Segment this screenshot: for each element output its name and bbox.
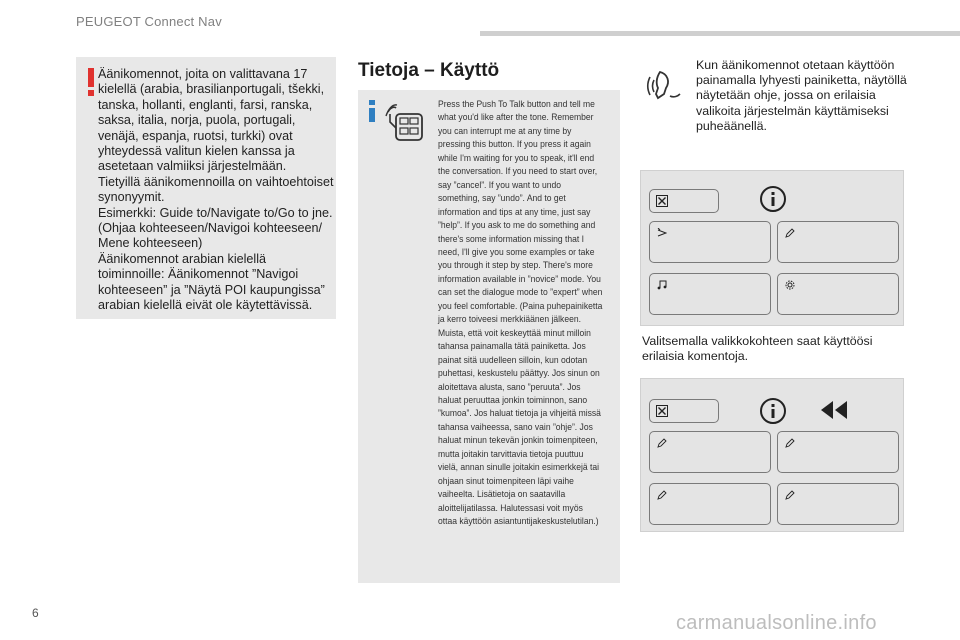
info-text: Press the Push To Talk button and tell me what you'd like after the tone. Remember you can interrupt me at any time by pressing this button. If you press it again while I'm waiting for you to speak, it'll end the conversation. If you need to start over, say ”cancel”. If you want to undo something, say ”undo”. And to get information and tips at any time, just say ”help”. If you ask to me do something and there's some information missing that I need, I'll give you some examples or take you through it step by step. There's more information available in ”novice” mode. You can set the dialogue mode to ”expert” when you feel comfortable. (Paina puhepainiketta ja kerro toiveesi merkkiäänen jälkeen. Muista, että voit keskeyttää minut milloin tahansa painamalla tätä painiketta. Jos painat sitä uudelleen silloin, kun odotan puhettasi, keskustelu päättyy. Jos sinun on aloitettava alusta, sano ”peruuta”. Jos haluat peruuttaa jonkin toiminnon, sano ”kumoa”. Jos haluat tietoja ja vihjeitä missä tahansa vaiheessa, sano vain ”ohje”. Jos haluat minun tekevän jonkin toimenpiteen, mutta joitakin tarvittavia tietoja puuttuu vielä, annan sinulle joitakin esimerkkejä tai ohjaan sinut toimenpiteen läpi vaihe vaiheelta. Lisätietoja on saatavilla aloittelijatilassa. Halutessasi voit myös ottaa käyttöön asiantuntijakeskustelutilan.) [438, 99, 603, 527]
header-bar [480, 31, 960, 36]
media-menu-button[interactable] [649, 273, 771, 315]
rewind-back-icon[interactable] [819, 399, 849, 421]
section-title: Tietoja – Käyttö [358, 60, 500, 81]
info-icon [367, 100, 377, 122]
menu-select-text: Valitsemalla valikkokohteen saat käyttöösi erilaisia komentoja. [642, 334, 873, 364]
gear-icon [785, 280, 795, 290]
info-circle-icon[interactable] [759, 185, 787, 213]
command-option-button-2[interactable] [777, 431, 899, 473]
info-circle-icon[interactable] [759, 397, 787, 425]
close-x-icon [656, 195, 668, 207]
command-option-button-4[interactable] [777, 483, 899, 525]
page-number: 6 [32, 606, 39, 620]
navigation-arrow-icon [657, 228, 667, 238]
pencil-icon [785, 438, 795, 448]
navigation-menu-button[interactable] [649, 221, 771, 263]
steering-button-talk-icon [384, 102, 424, 142]
voice-help-screen-submenu [640, 378, 904, 532]
pencil-icon [657, 438, 667, 448]
voice-speaking-icon [646, 66, 686, 104]
phone-menu-button[interactable] [777, 221, 899, 263]
voice-help-screen-main [640, 170, 904, 326]
pencil-icon [657, 490, 667, 500]
watermark: carmanualsonline.info [676, 612, 877, 634]
exclamation-icon [87, 68, 95, 96]
pencil-icon [785, 490, 795, 500]
close-button[interactable] [649, 399, 719, 423]
warning-box [76, 57, 336, 319]
header-title: PEUGEOT Connect Nav [76, 14, 222, 29]
command-option-button-3[interactable] [649, 483, 771, 525]
command-option-button-1[interactable] [649, 431, 771, 473]
warning-text: Äänikomennot, joita on valittavana 17 kielellä (arabia, brasilianportugali, tšekki, tanska, hollanti, englanti, farsi, ranska, saksa, italia, norja, puola, portugali, venäjä, espanja, ruotsi, turkki) ovat yhteydessä valitun kielen kanssa ja asetetaan valmiiksi järjestelmään. Tietyillä äänikomennoilla on vaihtoehtoiset synonyymit. Esimerkki: Guide to/Navigate to/Go to jne. (Ohjaa kohteeseen/Navigoi kohteeseen/ Mene kohteeseen) Äänikomennot arabian kielellä toiminnoille: Äänikomennot ”Navigoi kohteeseen” ja ”Näytä POI kaupungissa” arabian kielellä eivät ole käytettävissä. [98, 67, 334, 313]
settings-menu-button[interactable] [777, 273, 899, 315]
voice-intro-text: Kun äänikomennot otetaan käyttöön painamalla lyhyesti painiketta, näytöllä näytetään ohje, jossa on erilaisia valikoita järjestelmän käyttämiseksi puheäänellä. [696, 58, 907, 133]
pencil-icon [785, 228, 795, 238]
close-button[interactable] [649, 189, 719, 213]
close-x-icon [656, 405, 668, 417]
info-box [358, 90, 620, 583]
music-note-icon [657, 280, 667, 290]
